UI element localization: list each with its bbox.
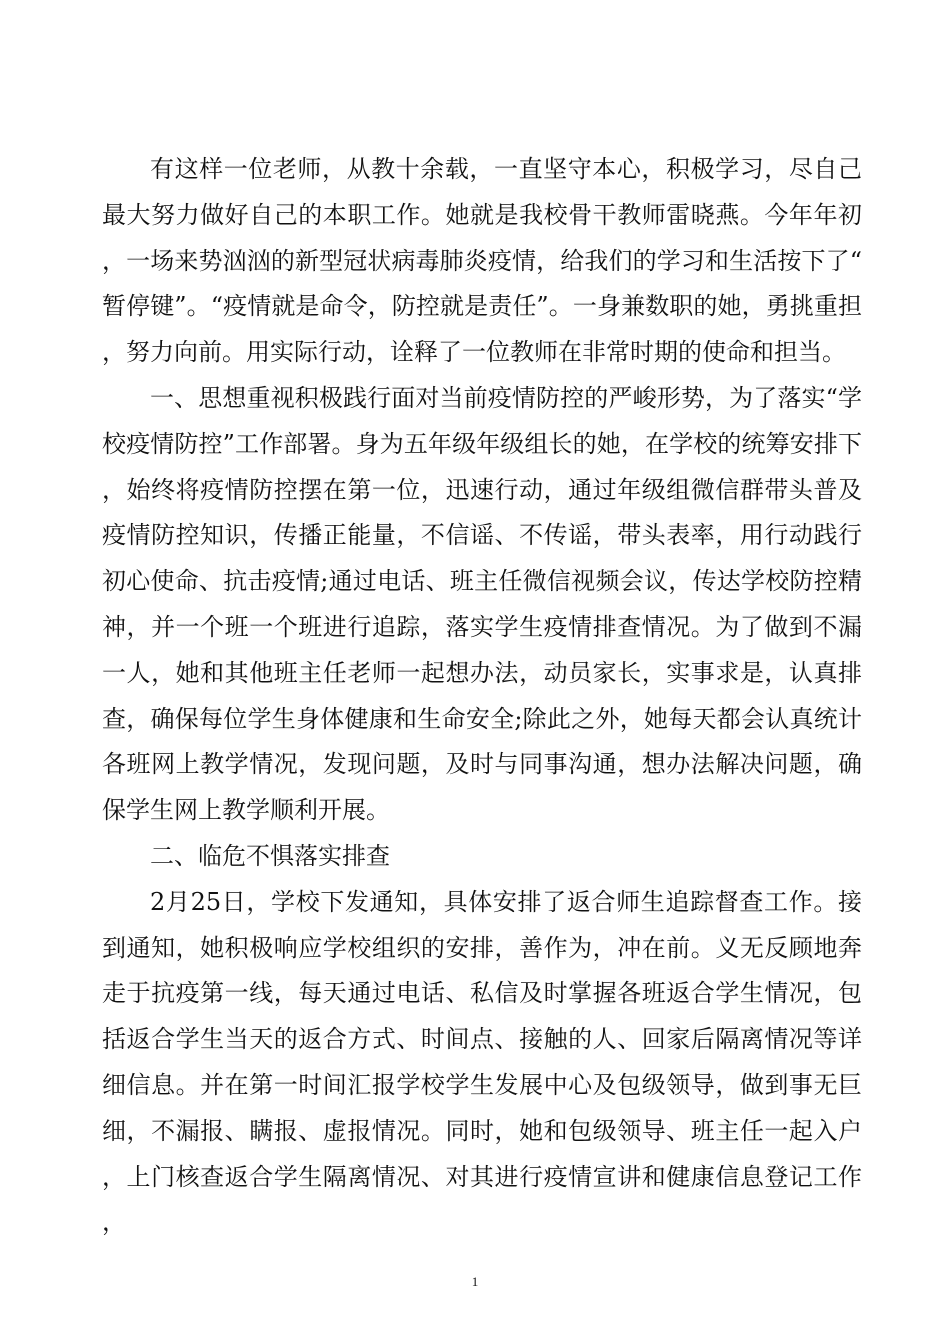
paragraph-section-one: 一、思想重视积极践行面对当前疫情防控的严峻形势，为了落实“学校疫情防控”工作部署。身为五年级年级组长的她，在学校的统筹安排下，始终将疫情防控摆在第一位，迅速行动，通过年级组微信群带头普及疫情防控知识，传播正能量，不信谣、不传谣，带头表率，用行动践行初心使命、抗击疫情;通过电话、班主任微信视频会议，传达学校防控精神，并一个班一个班进行追踪，落实学生疫情排查情况。为了做到不漏一人，她和其他班主任老师一起想办法，动员家长，实事求是，认真排查，确保每位学生身体健康和生命安全;除此之外，她每天都会认真统计各班网上教学情况，发现问题，及时与同事沟通，想办法解决问题，确保学生网上教学顺利开展。 [102,383,862,825]
paragraph-intro: 有这样一位老师，从教十余载，一直坚守本心，积极学习，尽自己最大努力做好自己的本职工作。她就是我校骨干教师雷晓燕。今年年初，一场来势汹汹的新型冠状病毒肺炎疫情，给我们的学习和生活按下了“暂停键”。“疫情就是命令，防控就是责任”。一身兼数职的她，勇挑重担，努力向前。用实际行动，诠释了一位教师在非常时期的使命和担当。 [102,155,862,367]
page-number: 1 [471,1274,479,1289]
document-body [102,147,862,1246]
section-heading-two: 二、临危不惧落实排查 [150,841,390,870]
paragraph-section-two: 2月25日，学校下发通知，具体安排了返合师生追踪督查工作。接到通知，她积极响应学校组织的安排，善作为，冲在前。义无反顾地奔走于抗疫第一线，每天通过电话、私信及时掌握各班返合学生情况，包括返合学生当天的返合方式、时间点、接触的人、回家后隔离情况等详细信息。并在第一时间汇报学校学生发展中心及包级领导，做到事无巨细，不漏报、瞒报、虚报情况。同时，她和包级领导、班主任一起入户，上门核查返合学生隔离情况、对其进行疫情宣讲和健康信息登记工作， [102,887,862,1237]
